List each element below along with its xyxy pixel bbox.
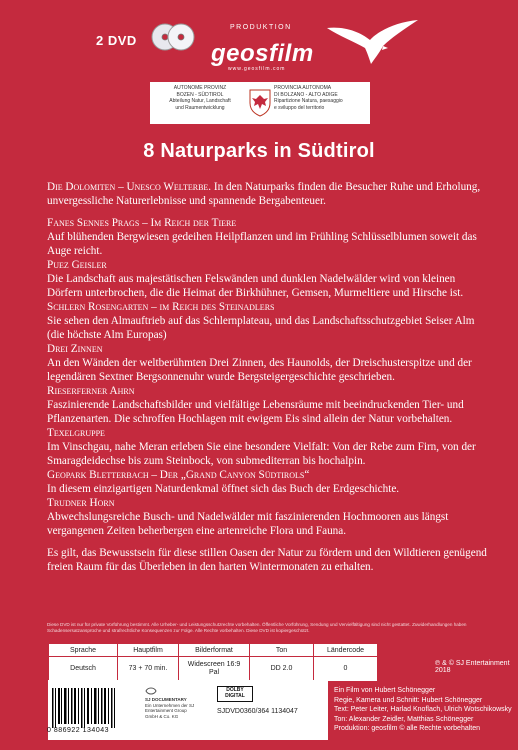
specs-cell: DD 2.0 — [250, 657, 314, 682]
park-heading: Schlern Rosengarten – im Reich des Steinadlers — [47, 301, 275, 313]
produktion-label: PRODUKTION — [230, 24, 292, 31]
park-heading: Drei Zinnen — [47, 343, 103, 355]
intro-paragraph — [47, 180, 487, 208]
specs-header: Bilderformat — [179, 644, 250, 657]
barcode-number: 0 886922 134043 — [47, 727, 109, 734]
park-text: Auf blühenden Bergwiesen gedeihen Heilpflanzen und im Frühling Schlüsselblumen soweit das Auge reicht. — [47, 231, 477, 257]
specs-value-row — [49, 657, 378, 682]
specs-header: Sprache — [49, 644, 118, 657]
intro-text: In den Naturparks finden die Besucher Ruhe und Erholung, unvergessliche Naturerlebnisse und spannende Bergabenteuer. — [47, 181, 481, 207]
park-text: Abwechslungsreiche Busch- und Nadelwälder mit faszinierenden Hochmooren aus längst vergangenen Zeiten beherbergen eine artenreiche Flora und Fauna. — [47, 511, 449, 537]
gov-left-text: AUTONOME PROVINZ BOZEN - SÜDTIROL Abteilung Natur, Landschaft und Raumentwicklung — [169, 85, 231, 111]
park-text: Die Landschaft aus majestätischen Felswänden und dunklen Nadelwälder wird von kleinen Dörfern unterbrochen, die die Heimat der Birkhühner, Gemsen, Murmeltiere und Hirsche ist. — [47, 273, 464, 299]
eagle-icon — [325, 18, 420, 68]
government-logo-box — [150, 82, 370, 124]
credits — [334, 686, 514, 734]
park-heading: Puez Geisler — [47, 259, 107, 271]
copyright: ℗ & © SJ Entertainment 2018 — [435, 660, 510, 674]
sj-name: SJ DOCUMENTARY — [145, 697, 187, 702]
sj-description: Ein Unternehmen der SJ Entertainment Group GmbH & Co. KG — [145, 702, 195, 719]
sj-info — [145, 697, 200, 719]
park-heading: Geopark Bletterbach – Der „Grand Canyon Südtirols“ — [47, 469, 310, 481]
specs-cell: Widescreen 16:9 Pal — [179, 657, 250, 682]
dvd-count: 2 DVD — [96, 33, 137, 48]
credit-line: Produktion: geosfilm © alle Rechte vorbehalten — [334, 725, 481, 732]
specs-cell: Deutsch — [49, 657, 118, 682]
credit-line: Text: Peter Leiter, Harlad Knoflach, Ulrich Wotschikowsky — [334, 706, 512, 713]
closing-paragraph: Es gilt, das Bewusstsein für diese stillen Oasen der Natur zu fördern und den Wildtieren genügend freien Raum für das Überleben in den harten Wintermonaten zu erhalten. — [47, 547, 487, 573]
credit-line: Ein Film von Hubert Schönegger — [334, 687, 436, 694]
specs-header: Ton — [250, 644, 314, 657]
specs-header: Ländercode — [314, 644, 378, 657]
tyrol-eagle-shield-icon — [249, 89, 271, 117]
park-text: Sie sehen den Almauftrieb auf das Schlernplateau, und das Landschaftsschutzgebiet Seiser Alm (die höchste Alm Europas) — [47, 315, 475, 341]
credit-line: Regie, Kamera und Schnitt: Hubert Schönegger — [334, 696, 483, 704]
park-text: Im Vinschgau, nahe Meran erleben Sie eine besondere Vielfalt: Von der Rebe zum Firn, von der Smaragdeidechse bis zum Steinbock, von submediterran bis hochalpin. — [47, 441, 476, 467]
specs-table — [48, 643, 378, 682]
park-heading: Texelgruppe — [47, 427, 105, 439]
catalog-number: SJDVD0360/364 1134047 — [217, 708, 298, 715]
specs-header-row — [49, 644, 378, 657]
gov-right-text: PROVINCIA AUTONOMA DI BOLZANO - ALTO ADIGE Ripartizione Natura, paesaggio e sviluppo del territorio — [274, 85, 343, 111]
park-text: An den Wänden der weltberühmten Drei Zinnen, des Haunolds, der Dreischusterspitze und der legendären Sextner Bergsonnenuhr wurde Bergsteigergeschichte geschrieben. — [47, 357, 472, 383]
park-heading: Trudner Horn — [47, 497, 115, 509]
park-heading: Rieserferner Ahrn — [47, 385, 135, 397]
specs-cell: 73 + 70 min. — [118, 657, 179, 682]
park-heading: Fanes Sennes Prags – Im Reich der Tiere — [47, 217, 237, 229]
logo-url: www.geosfilm.com — [228, 66, 286, 72]
credit-line: Ton: Alexander Zeidler, Matthias Schönegger — [334, 715, 474, 723]
legal-notice: Diese DVD ist nur für private Vorführung bestimmt. Alle Urheber- und Leistungsschutzrechte vorbehalten. Öffentliche Vorführung, Sendung und Vervielfältigung sind nicht gestattet. Zuwiderhandlungen haben Schadensersatzansprüche und strafrechtliche Konsequenzen zur Folge. Alle Rechte vorbehalten. Diese DVD ist kopiergeschützt. — [47, 622, 467, 633]
park-text: Faszinierende Landschaftsbilder und vielfältige Lebensräume mit beeindruckenden Tier- und Pflanzenarten. Die schroffen Hochlagen mit ewigem Eis sind allein der Natur vorbehalten. — [47, 399, 464, 425]
geosfilm-logo: geosfilm — [211, 40, 314, 67]
page-title: 8 Naturparks in Südtirol — [143, 140, 375, 162]
specs-header: Hauptfilm — [118, 644, 179, 657]
barcode-icon — [50, 688, 120, 728]
description — [47, 180, 487, 574]
park-text: In diesem einzigartigen Naturdenkmal öffnet sich das Buch der Erdgeschichte. — [47, 483, 400, 495]
cover-header — [0, 0, 518, 150]
dolby-digital-logo: DOLBY DIGITAL — [217, 686, 253, 702]
disc-icon — [150, 22, 196, 52]
specs-cell: 0 — [314, 657, 378, 682]
sj-logo-icon — [145, 686, 157, 696]
intro-heading: Die Dolomiten – Unesco Welterbe. — [47, 181, 212, 193]
